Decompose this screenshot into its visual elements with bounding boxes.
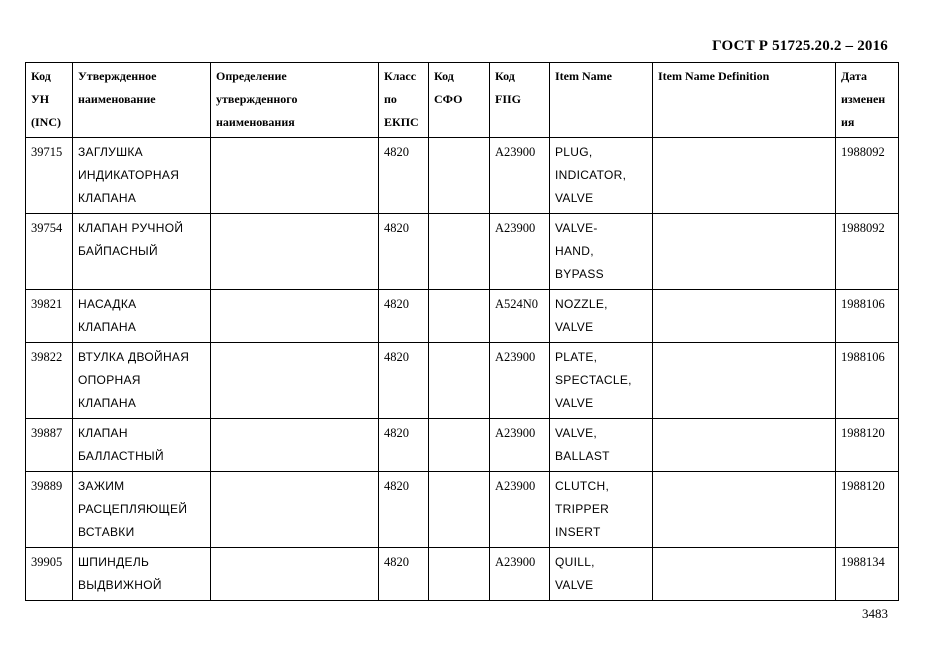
item-name-definition-cell (653, 214, 836, 290)
cell-line: CLUTCH, (555, 479, 610, 493)
cell-line: INSERT (555, 525, 601, 539)
item-name-cell (550, 290, 653, 343)
item-name-cell (550, 548, 653, 601)
document-standard-title: ГОСТ Р 51725.20.2 – 2016 (712, 38, 888, 54)
item-name-cell (550, 214, 653, 290)
sfo-code-cell (429, 472, 490, 548)
header-line: УН (31, 92, 50, 106)
approved-name-cell (73, 290, 211, 343)
cell-line: INDICATOR, (555, 168, 627, 182)
item-name-cell (550, 138, 653, 214)
item-name-definition-cell (653, 472, 836, 548)
sfo-code-cell (429, 214, 490, 290)
definition-cell (211, 548, 379, 601)
cell-line: VALVE (555, 320, 594, 334)
class-ekps-cell: 4820 (379, 138, 429, 214)
item-name-definition-cell (653, 548, 836, 601)
cell-line: TRIPPER (555, 502, 610, 516)
cell-line: НАСАДКА (78, 297, 137, 311)
cell-line: КЛАПАН РУЧНОЙ (78, 221, 184, 235)
header-line: наименование (78, 92, 156, 106)
item-name-cell (550, 343, 653, 419)
header-item-name (550, 63, 653, 138)
approved-name-cell (73, 138, 211, 214)
header-line: изменен (841, 92, 886, 106)
cell-line: BYPASS (555, 267, 604, 281)
table-body (26, 138, 899, 601)
approved-name-cell (73, 548, 211, 601)
header-line: по (384, 92, 397, 106)
cell-line: VALVE (555, 396, 594, 410)
header-line: Код (434, 69, 454, 83)
catalog-table (25, 62, 899, 601)
cell-line: BALLAST (555, 449, 610, 463)
inc-cell: 39905 (26, 548, 73, 601)
cell-line: РАСЦЕПЛЯЮЩЕЙ (78, 502, 188, 516)
header-line: (INC) (31, 115, 61, 129)
cell-line: SPECTACLE, (555, 373, 632, 387)
fiig-code-cell: A524N0 (490, 290, 550, 343)
definition-cell (211, 290, 379, 343)
header-line: FIIG (495, 92, 522, 106)
item-name-definition-cell (653, 138, 836, 214)
header-line: Код (31, 69, 51, 83)
cell-line: PLATE, (555, 350, 598, 364)
sfo-code-cell (429, 548, 490, 601)
definition-cell (211, 214, 379, 290)
cell-line: NOZZLE, (555, 297, 608, 311)
cell-line: ЗАЖИМ (78, 479, 125, 493)
cell-line: БАЙПАСНЫЙ (78, 244, 158, 258)
cell-line: КЛАПАНА (78, 396, 137, 410)
class-ekps-cell: 4820 (379, 290, 429, 343)
sfo-code-cell (429, 290, 490, 343)
inc-cell: 39822 (26, 343, 73, 419)
cell-line: ВСТАВКИ (78, 525, 135, 539)
header-line: Класс (384, 69, 417, 83)
inc-cell: 39887 (26, 419, 73, 472)
item-name-definition-cell (653, 419, 836, 472)
header-approved-name (73, 63, 211, 138)
item-name-cell (550, 472, 653, 548)
cell-line: VALVE (555, 578, 594, 592)
header-line: Определение (216, 69, 287, 83)
cell-line: QUILL, (555, 555, 595, 569)
cell-line: ЗАГЛУШКА (78, 145, 143, 159)
header-change-date (836, 63, 899, 138)
cell-line: VALVE (555, 191, 594, 205)
sfo-code-cell (429, 419, 490, 472)
change-date-cell: 1988134 (836, 548, 899, 601)
cell-line: HAND, (555, 244, 594, 258)
definition-cell (211, 138, 379, 214)
sfo-code-cell (429, 343, 490, 419)
fiig-code-cell: A23900 (490, 214, 550, 290)
header-line: ЕКПС (384, 115, 419, 129)
fiig-code-cell: A23900 (490, 419, 550, 472)
header-line: Дата (841, 69, 867, 83)
cell-line: КЛАПАНА (78, 320, 137, 334)
class-ekps-cell: 4820 (379, 214, 429, 290)
cell-line: VALVE, (555, 426, 598, 440)
change-date-cell: 1988106 (836, 343, 899, 419)
header-definition (211, 63, 379, 138)
definition-cell (211, 343, 379, 419)
fiig-code-cell: A23900 (490, 343, 550, 419)
header-sfo-code (429, 63, 490, 138)
header-line: Утвержденное (78, 69, 157, 83)
table-row (26, 419, 899, 472)
header-line: Код (495, 69, 515, 83)
cell-line: ВТУЛКА ДВОЙНАЯ (78, 350, 190, 364)
cell-line: ИНДИКАТОРНАЯ (78, 168, 180, 182)
inc-cell: 39754 (26, 214, 73, 290)
page-number: 3483 (862, 606, 888, 621)
change-date-cell: 1988092 (836, 138, 899, 214)
item-name-definition-cell (653, 290, 836, 343)
table-row (26, 138, 899, 214)
table-row (26, 214, 899, 290)
inc-cell: 39821 (26, 290, 73, 343)
approved-name-cell (73, 343, 211, 419)
header-line: утвержденного (216, 92, 298, 106)
header-class-ekps (379, 63, 429, 138)
fiig-code-cell: A23900 (490, 548, 550, 601)
class-ekps-cell: 4820 (379, 472, 429, 548)
table-row (26, 290, 899, 343)
fiig-code-cell: A23900 (490, 472, 550, 548)
class-ekps-cell: 4820 (379, 419, 429, 472)
cell-line: КЛАПАН (78, 426, 128, 440)
fiig-code-cell: A23900 (490, 138, 550, 214)
change-date-cell: 1988120 (836, 472, 899, 548)
cell-line: БАЛЛАСТНЫЙ (78, 449, 164, 463)
definition-cell (211, 472, 379, 548)
inc-cell: 39715 (26, 138, 73, 214)
inc-cell: 39889 (26, 472, 73, 548)
cell-line: VALVE- (555, 221, 598, 235)
header-line: наименования (216, 115, 295, 129)
table-header-row (26, 63, 899, 138)
change-date-cell: 1988106 (836, 290, 899, 343)
item-name-cell (550, 419, 653, 472)
approved-name-cell (73, 472, 211, 548)
table-row (26, 343, 899, 419)
cell-line: ВЫДВИЖНОЙ (78, 578, 162, 592)
header-line: ия (841, 115, 855, 129)
header-inc (26, 63, 73, 138)
cell-line: КЛАПАНА (78, 191, 137, 205)
header-fiig-code (490, 63, 550, 138)
cell-line: PLUG, (555, 145, 593, 159)
cell-line: ШПИНДЕЛЬ (78, 555, 150, 569)
header-line: Item Name Definition (658, 69, 770, 83)
class-ekps-cell: 4820 (379, 343, 429, 419)
definition-cell (211, 419, 379, 472)
approved-name-cell (73, 214, 211, 290)
sfo-code-cell (429, 138, 490, 214)
header-line: СФО (434, 92, 463, 106)
change-date-cell: 1988120 (836, 419, 899, 472)
header-item-name-definition (653, 63, 836, 138)
table-row (26, 548, 899, 601)
approved-name-cell (73, 419, 211, 472)
class-ekps-cell: 4820 (379, 548, 429, 601)
header-line: Item Name (555, 69, 612, 83)
change-date-cell: 1988092 (836, 214, 899, 290)
cell-line: ОПОРНАЯ (78, 373, 141, 387)
table-row (26, 472, 899, 548)
item-name-definition-cell (653, 343, 836, 419)
